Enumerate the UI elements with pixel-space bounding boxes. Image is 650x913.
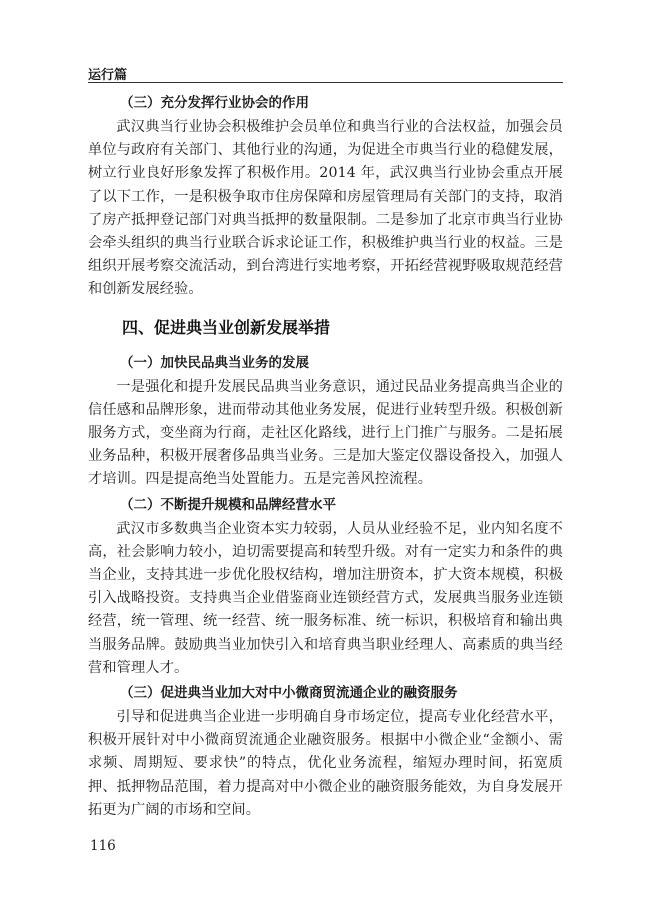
page-number: 116 xyxy=(90,838,116,854)
body-paragraph: 一是强化和提升发展民品典当业务意识，通过民品业务提高典当企业的信任感和品牌形象，进而带动其他业务发展，促进行业转型升级。积极创新服务方式，变坐商为行商，走社区化路线，进行上门推广与服务。二是拓展业务品种，积极开展奢侈品典当业务。三是加大鉴定仪器设备投入，加强人才培训。四是提高绝当处置能力。五是完善风控流程。 xyxy=(88,378,563,488)
subsection-heading: （一）加快民品典当业务的发展 xyxy=(120,354,309,371)
header-rule xyxy=(88,82,563,83)
body-paragraph: 武汉典当行业协会积极维护会员单位和典当行业的合法权益，加强会员单位与政府有关部门、其他行业的沟通，为促进全市典当行业的稳健发展，树立行业良好形象发挥了积极作用。2014 年，武汉典当行业协会重点开展了以下工作，一是积极争取市住房保障和房屋管理局有关部门的支持，取消了房产抵押登记部门对典当抵押的数量限制。二是参加了北京市典当行业协会牵头组织的典当行业联合诉求论证工作，积极维护典当行业的权益。三是组织开展考察交流活动，到台湾进行实地考察，开拓经营视野吸取规范经营和创新发展经验。 xyxy=(88,119,563,298)
subsection-heading: （二）不断提升规模和品牌经营水平 xyxy=(120,496,336,513)
page-body xyxy=(88,90,563,822)
section-heading: 四、促进典当业创新发展举措 xyxy=(122,317,331,337)
body-paragraph: 武汉市多数典当企业资本实力较弱，人员从业经验不足，业内知名度不高，社会影响力较小，迫切需要提高和转型升级。对有一定实力和条件的典当企业，支持其进一步优化股权结构，增加注册资本，扩大资本规模，积极引入战略投资。支持典当企业借鉴商业连锁经营方式，发展典当服务业连锁经营，统一管理、统一经营、统一服务标准、统一标识，积极培育和输出典当服务品牌。鼓励典当业加快引入和培育典当职业经理人、高素质的典当经营和管理人才。 xyxy=(88,520,563,676)
subsection-heading: （三）促进典当业加大对中小微商贸流通企业的融资服务 xyxy=(120,685,458,702)
subsection-heading: （三）充分发挥行业协会的作用 xyxy=(120,95,309,111)
body-paragraph: 引导和促进典当企业进一步明确自身市场定位，提高专业化经营水平，积极开展针对中小微商贸流通企业融资服务。根据中小微企业“金额小、需求频、周期短、要求快”的特点，优化业务流程，缩短办理时间，拓宽质押、抵押物品范围，着力提高对中小微企业的融资服务能效，为自身发展开拓更为广阔的市场和空间。 xyxy=(88,709,563,818)
running-title: 运行篇 xyxy=(88,68,128,83)
